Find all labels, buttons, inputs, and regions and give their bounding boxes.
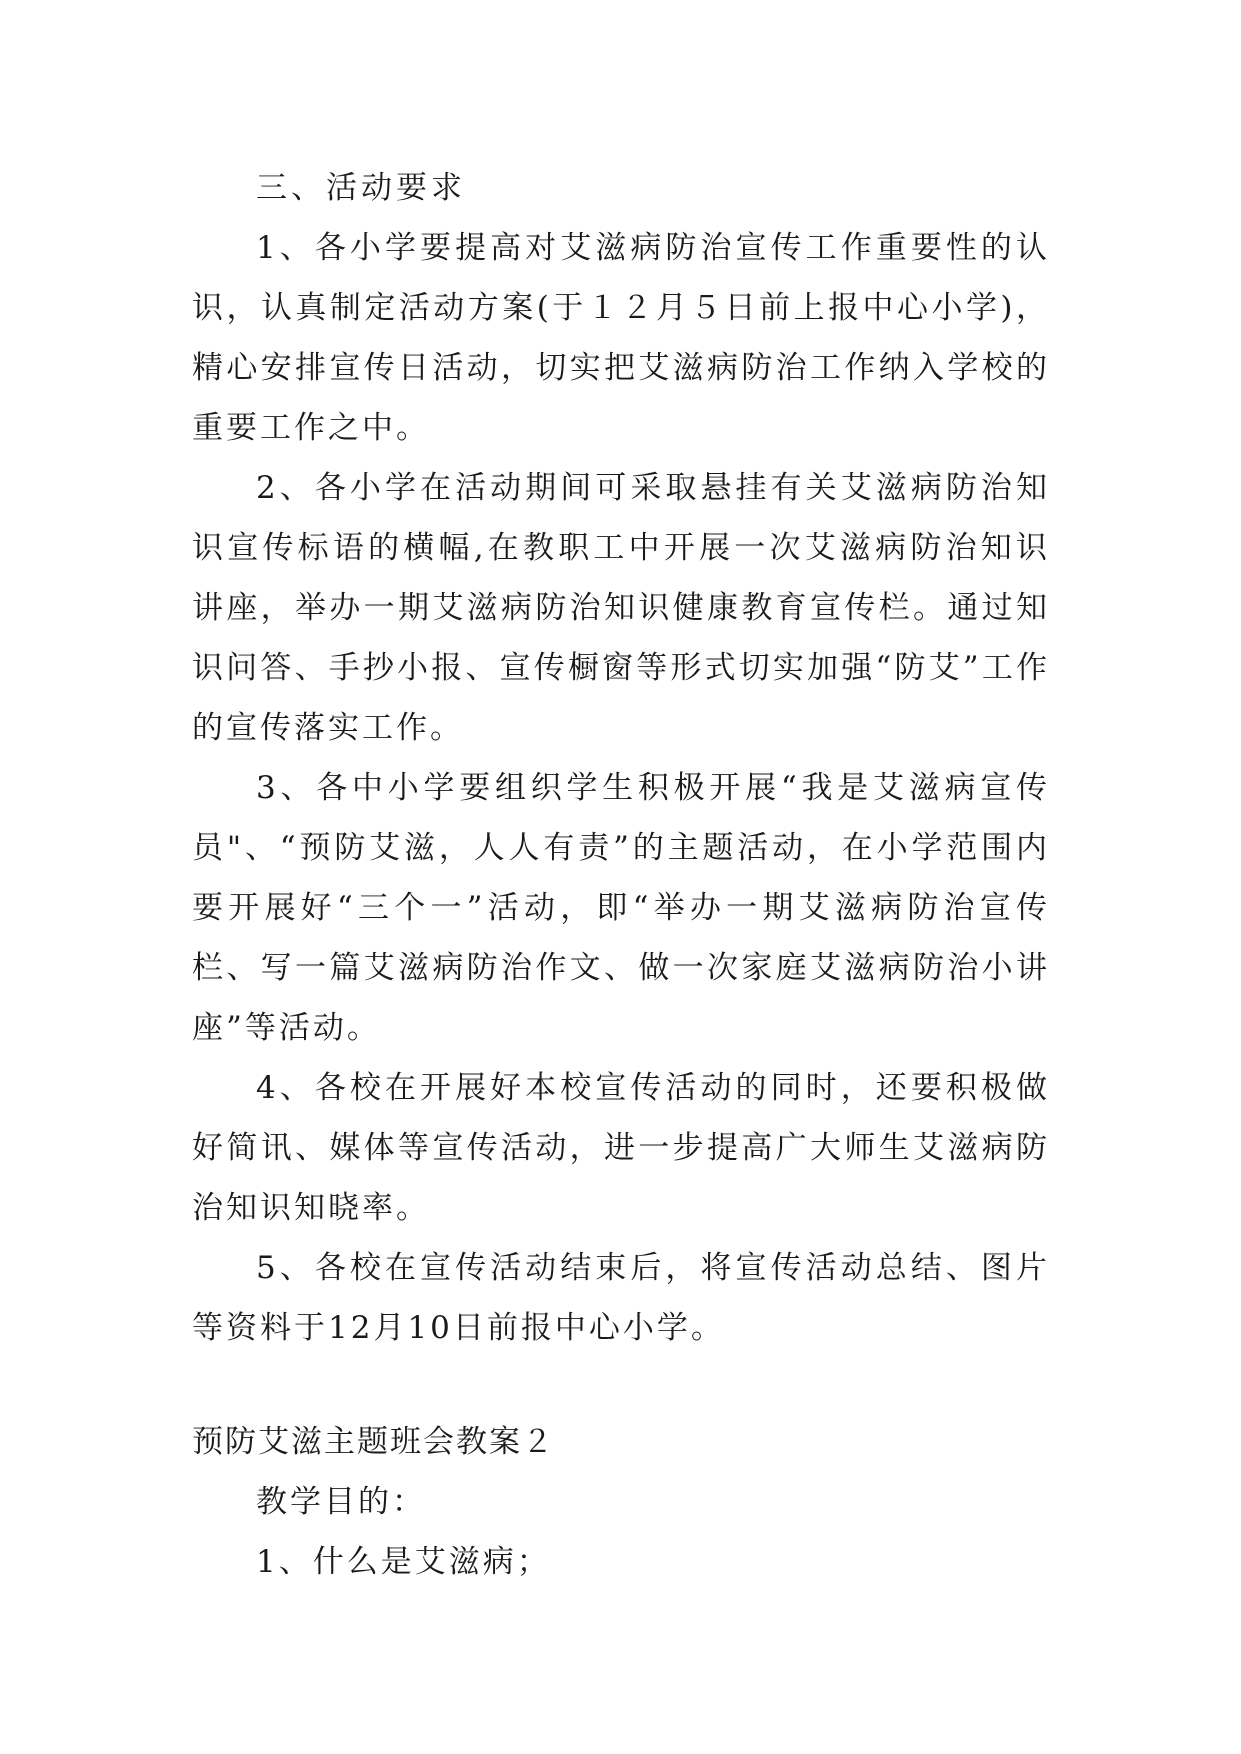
paragraph-requirement-3: 3、各中小学要组织学生积极开展“我是艾滋病宣传员"、“预防艾滋，人人有责”的主题活动，在小学范围内要开展好“三个一”活动，即“举办一期艾滋病防治宣传栏、写一篇艾滋病防治作文、做一次家庭艾滋病防治小讲座”等活动。 <box>192 770 1050 1046</box>
lesson-plan-title: 预防艾滋主题班会教案２ <box>192 1424 555 1460</box>
paragraph-requirement-4: 4、各校在开展好本校宣传活动的同时，还要积极做好简讯、媒体等宣传活动，进一步提高广大师生艾滋病防治知识知晓率。 <box>192 1070 1050 1226</box>
teaching-goal-item-1: 1、什么是艾滋病； <box>256 1544 551 1580</box>
paragraph-requirement-2: 2、各小学在活动期间可采取悬挂有关艾滋病防治知识宣传标语的横幅,在教职工中开展一次艾滋病防治知识讲座，举办一期艾滋病防治知识健康教育宣传栏。通过知识问答、手抄小报、宣传橱窗等形式切实加强“防艾”工作的宣传落实工作。 <box>192 470 1050 746</box>
paragraph-requirement-1: 1、各小学要提高对艾滋病防治宣传工作重要性的认识，认真制定活动方案(于１２月５日前上报中心小学)，精心安排宣传日活动，切实把艾滋病防治工作纳入学校的重要工作之中。 <box>192 230 1050 446</box>
paragraph-requirement-5: 5、各校在宣传活动结束后，将宣传活动总结、图片等资料于12月10日前报中心小学。 <box>192 1250 1050 1346</box>
document-body <box>192 158 1050 1592</box>
teaching-goal-label: 教学目的： <box>256 1484 426 1520</box>
section-heading: 三、活动要求 <box>256 170 466 206</box>
